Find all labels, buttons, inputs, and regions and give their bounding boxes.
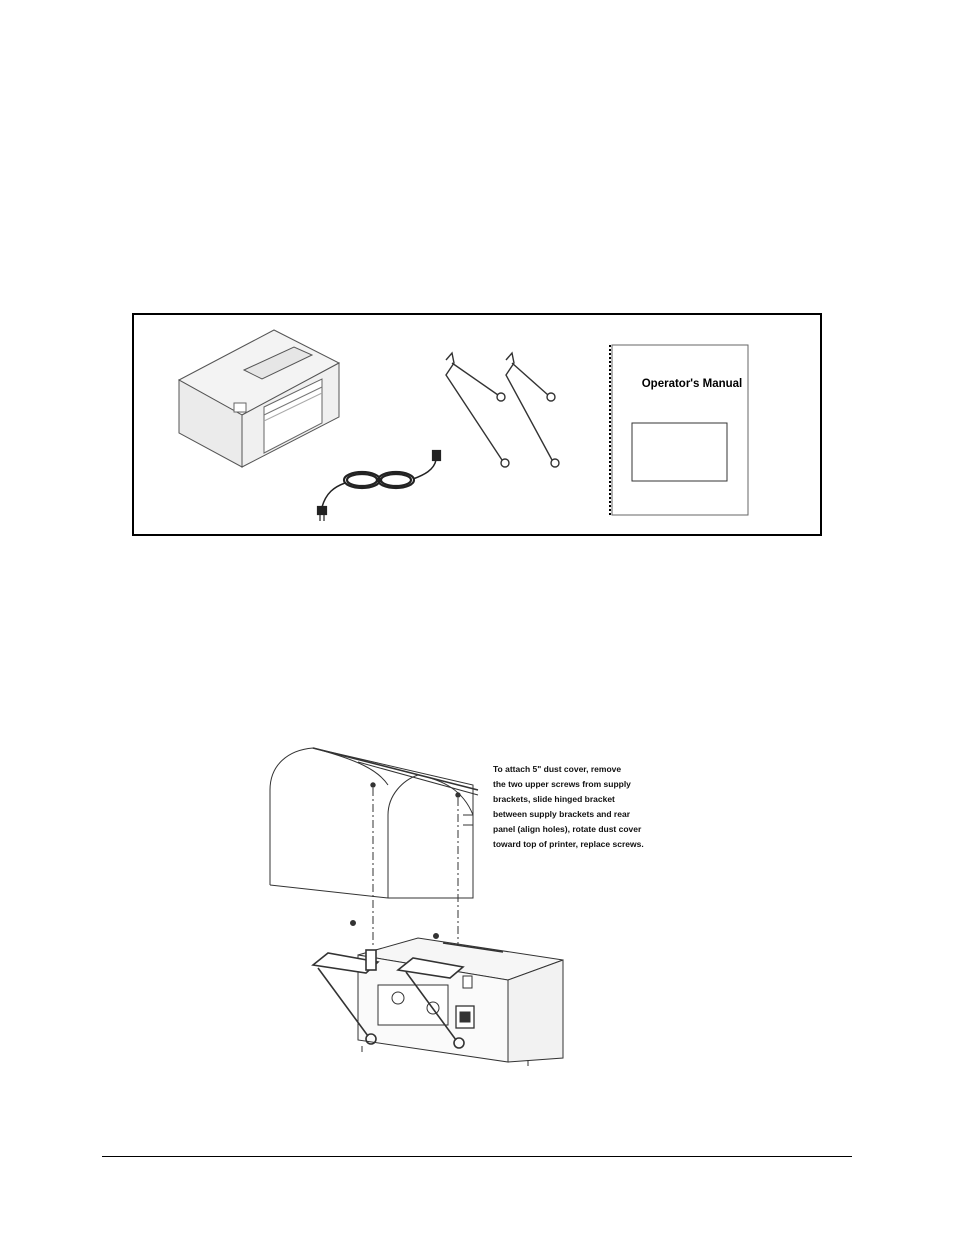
instruction-line: between supply brackets and rear bbox=[493, 809, 630, 819]
instruction-line: To attach 5" dust cover, remove bbox=[493, 764, 622, 774]
instruction-line: brackets, slide hinged bracket bbox=[493, 794, 615, 804]
package-contents-illustration bbox=[134, 315, 824, 538]
operators-manual-illustration bbox=[610, 345, 748, 515]
footer-rule bbox=[102, 1156, 852, 1157]
printer-illustration bbox=[179, 330, 339, 467]
manual-cover-title: Operator's Manual bbox=[641, 378, 743, 390]
screw-left bbox=[351, 921, 356, 926]
alignment-lines bbox=[373, 788, 458, 945]
package-contents-figure bbox=[132, 313, 822, 536]
instruction-line: the two upper screws from supply bbox=[493, 779, 631, 789]
dust-cover-instructions bbox=[493, 762, 653, 852]
instruction-line: panel (align holes), rotate dust cover bbox=[493, 824, 642, 834]
screw-right bbox=[434, 934, 439, 939]
printer-rear-drawing bbox=[358, 938, 563, 1066]
power-cord-illustration bbox=[318, 451, 440, 521]
dust-cover-drawing bbox=[270, 748, 478, 898]
supply-brackets-illustration bbox=[446, 353, 559, 467]
instruction-line: toward top of printer, replace screws. bbox=[493, 839, 644, 849]
